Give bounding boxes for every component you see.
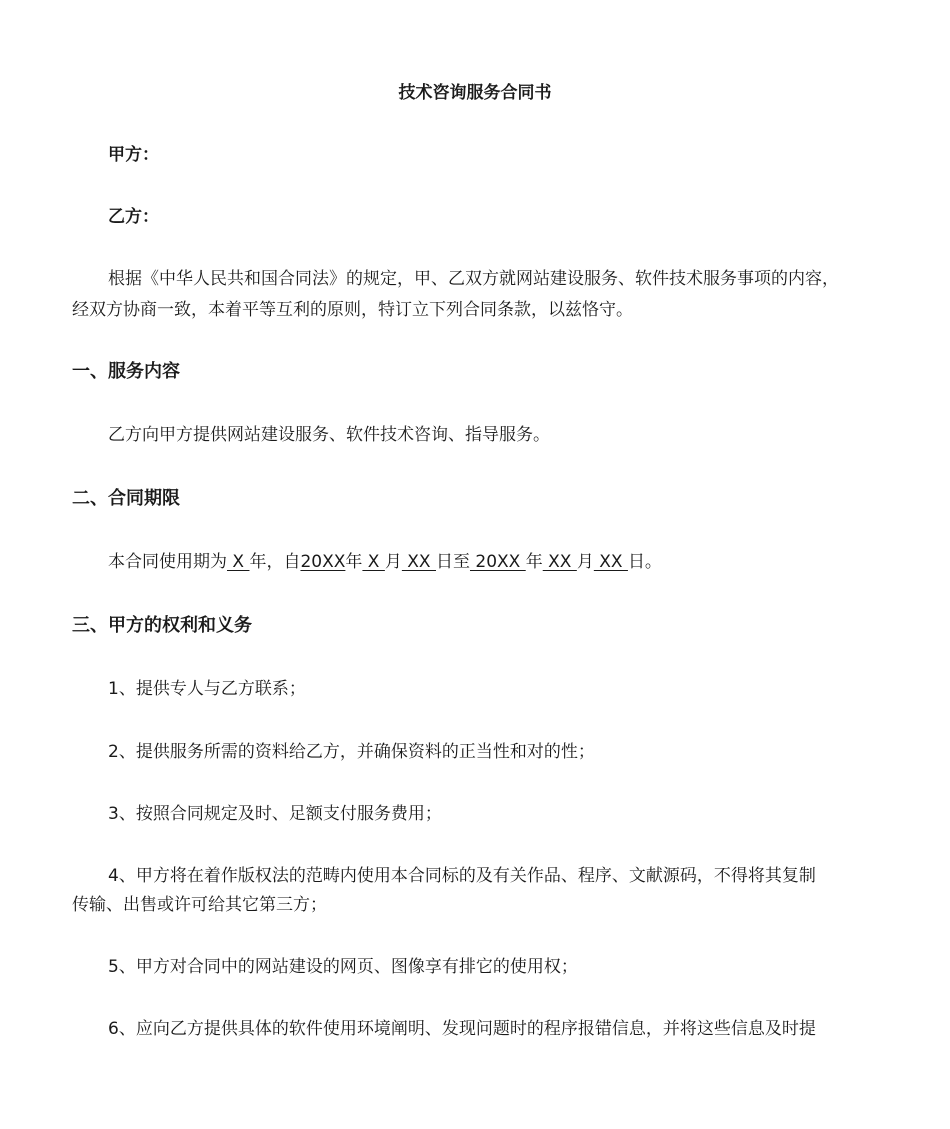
end-day-blank: XX (593, 552, 628, 572)
start-year-blank: 20XX (300, 552, 346, 572)
end-month-blank: XX (542, 552, 577, 572)
party-a-label: 甲方： (108, 145, 159, 165)
term-text: 本合同使用期为 (108, 552, 227, 572)
clause-5: 5、甲方对合同中的网站建设的网页、图像享有排它的使用权； (108, 957, 578, 977)
end-year-blank: 20XX (469, 552, 526, 572)
clause-2: 2、提供服务所需的资料给乙方，并确保资料的正当性和对的性； (108, 742, 595, 762)
term-text: 月 (576, 552, 594, 572)
clause-6-line-1: 6、应向乙方提供具体的软件使用环境阐明、发现问题时的程序报错信息，并将这些信息及时提 (108, 1019, 816, 1039)
intro-line-1: 根据《中华人民共和国合同法》的规定，甲、乙双方就网站建设服务、软件技术服务事项的内容， (108, 269, 839, 289)
start-month-blank: X (362, 552, 385, 572)
term-text: 月 (384, 552, 402, 572)
clause-4-line-1: 4、甲方将在着作版权法的范畴内使用本合同标的及有关作品、程序、文献源码，不得将其复制 (108, 866, 816, 886)
service-content-body: 乙方向甲方提供网站建设服务、软件技术咨询、指导服务。 (108, 425, 550, 445)
party-b-label: 乙方： (108, 207, 159, 227)
section-heading-contract-term: 二、合同期限 (72, 488, 180, 509)
term-text: 日至 (435, 552, 470, 572)
clause-4-line-2: 传输、出售或许可给其它第三方； (72, 895, 327, 915)
term-text: 日。 (627, 552, 662, 572)
document-title: 技术咨询服务合同书 (398, 83, 552, 103)
contract-term-body (108, 547, 662, 578)
term-years-blank: X (227, 552, 250, 572)
term-text: 年，自 (249, 552, 301, 572)
section-heading-party-a-rights: 三、甲方的权利和义务 (72, 615, 252, 636)
term-text: 年 (345, 552, 363, 572)
clause-1: 1、提供专人与乙方联系； (108, 679, 306, 699)
clause-3: 3、按照合同规定及时、足额支付服务费用； (108, 804, 442, 824)
section-heading-service-content: 一、服务内容 (72, 361, 180, 382)
start-day-blank: XX (401, 552, 436, 572)
term-text: 年 (525, 552, 543, 572)
intro-line-2: 经双方协商一致，本着平等互利的原则，特订立下列合同条款，以兹恪守。 (72, 300, 633, 320)
